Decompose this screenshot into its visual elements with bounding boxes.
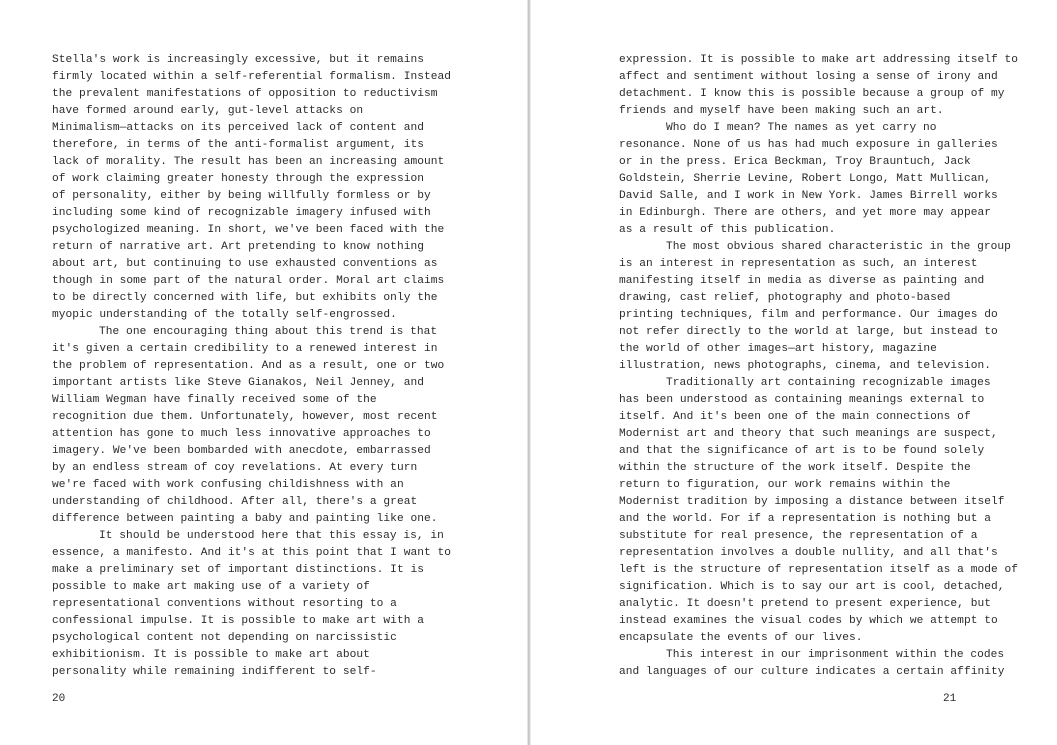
text-line: recognition due them. Unfortunately, however, most recent <box>52 411 438 423</box>
text-line: firmly located within a self-referential formalism. Instead <box>52 71 452 83</box>
text-line: Who do I mean? The names as yet carry no <box>666 122 937 134</box>
text-line: instead examines the visual codes by which we attempt to <box>619 615 998 627</box>
text-line: not refer directly to the world at large, but instead to <box>619 326 998 338</box>
text-line: is an interest in representation as such, an interest <box>619 258 978 270</box>
text-line: therefore, in terms of the anti-formalist argument, its <box>52 139 424 151</box>
text-line: attention has gone to much less innovative approaches to <box>52 428 431 440</box>
text-line: Goldstein, Sherrie Levine, Robert Longo, Matt Mullican, <box>619 173 991 185</box>
text-line: return of narrative art. Art pretending to know nothing <box>52 241 424 253</box>
text-line: we're faced with work confusing childishness with an <box>52 479 404 491</box>
text-line: within the structure of the work itself. Despite the <box>619 462 971 474</box>
text-line: return to figuration, our work remains within the <box>619 479 951 491</box>
text-line: Modernist art and theory that such meanings are suspect, <box>619 428 998 440</box>
text-line: exhibitionism. It is possible to make art about <box>52 649 370 661</box>
text-line: Traditionally art containing recognizable images <box>666 377 991 389</box>
text-line: understanding of childhood. After all, there's a great <box>52 496 418 508</box>
text-line: analytic. It doesn't pretend to present experience, but <box>619 598 991 610</box>
text-line: about art, but continuing to use exhausted conventions as <box>52 258 438 270</box>
text-line: printing techniques, film and performance. Our images do <box>619 309 998 321</box>
text-line: substitute for real presence, the representation of a <box>619 530 978 542</box>
right-page-number: 21 <box>943 693 957 705</box>
text-line: myopic understanding of the totally self-engrossed. <box>52 309 397 321</box>
text-line: William Wegman have finally received some of the <box>52 394 377 406</box>
text-line: and languages of our culture indicates a certain affinity <box>619 666 1005 678</box>
text-line: have formed around early, gut-level attacks on <box>52 105 364 117</box>
text-line: resonance. None of us has had much exposure in galleries <box>619 139 998 151</box>
left-page-number: 20 <box>52 693 66 705</box>
text-line: psychological content not depending on narcissistic <box>52 632 397 644</box>
text-line: manifesting itself in media as diverse as painting and <box>619 275 985 287</box>
right-page-body <box>619 52 1019 681</box>
text-line: encapsulate the events of our lives. <box>619 632 863 644</box>
text-line: essence, a manifesto. And it's at this point that I want to <box>52 547 452 559</box>
text-line: it's given a certain credibility to a renewed interest in <box>52 343 438 355</box>
text-line: itself. And it's been one of the main connections of <box>619 411 971 423</box>
text-line: to be directly concerned with life, but exhibits only the <box>52 292 438 304</box>
text-line: and that the significance of art is to be found solely <box>619 445 985 457</box>
text-line: drawing, cast relief, photography and photo-based <box>619 292 951 304</box>
text-line: of work claiming greater honesty through the expression <box>52 173 424 185</box>
text-line: Modernist tradition by imposing a distance between itself <box>619 496 1005 508</box>
text-line: confessional impulse. It is possible to make art with a <box>52 615 424 627</box>
text-line: possible to make art making use of a variety of <box>52 581 370 593</box>
text-line: expression. It is possible to make art addressing itself to <box>619 54 1019 66</box>
text-line: in Edinburgh. There are others, and yet more may appear <box>619 207 991 219</box>
left-page-body <box>52 52 452 681</box>
text-line: important artists like Steve Gianakos, Neil Jenney, and <box>52 377 424 389</box>
right-page <box>531 0 1057 745</box>
text-line: left is the structure of representation itself as a mode of <box>619 564 1019 576</box>
text-line: difference between painting a baby and painting like one. <box>52 513 438 525</box>
text-line: or in the press. Erica Beckman, Troy Brauntuch, Jack <box>619 156 971 168</box>
text-line: Stella's work is increasingly excessive, but it remains <box>52 54 424 66</box>
text-line: affect and sentiment without losing a sense of irony and <box>619 71 998 83</box>
text-line: lack of morality. The result has been an increasing amount <box>52 156 445 168</box>
text-line: has been understood as containing meanings external to <box>619 394 985 406</box>
text-line: of personality, either by being willfully formless or by <box>52 190 431 202</box>
text-line: friends and myself have been making such an art. <box>619 105 944 117</box>
text-line: the problem of representation. And as a result, one or two <box>52 360 445 372</box>
text-line: It should be understood here that this essay is, in <box>99 530 444 542</box>
text-line: Minimalism—attacks on its perceived lack of content and <box>52 122 424 134</box>
left-page <box>0 0 528 745</box>
text-line: and the world. For if a representation is nothing but a <box>619 513 991 525</box>
text-line: personality while remaining indifferent to self- <box>52 666 377 678</box>
text-line: detachment. I know this is possible because a group of my <box>619 88 1005 100</box>
text-line: imagery. We've been bombarded with anecdote, embarrassed <box>52 445 431 457</box>
text-line: including some kind of recognizable imagery infused with <box>52 207 431 219</box>
text-line: the world of other images—art history, magazine <box>619 343 937 355</box>
text-line: by an endless stream of coy revelations. At every turn <box>52 462 418 474</box>
text-line: though in some part of the natural order. Moral art claims <box>52 275 445 287</box>
text-line: as a result of this publication. <box>619 224 836 236</box>
text-line: the prevalent manifestations of opposition to reductivism <box>52 88 438 100</box>
text-line: psychologized meaning. In short, we've been faced with the <box>52 224 445 236</box>
text-line: This interest in our imprisonment within the codes <box>666 649 1005 661</box>
text-line: The one encouraging thing about this trend is that <box>99 326 438 338</box>
text-line: make a preliminary set of important distinctions. It is <box>52 564 424 576</box>
text-line: representational conventions without resorting to a <box>52 598 397 610</box>
text-line: The most obvious shared characteristic in the group <box>666 241 1011 253</box>
text-line: signification. Which is to say our art is cool, detached, <box>619 581 1005 593</box>
text-line: representation involves a double nullity, and all that's <box>619 547 998 559</box>
text-line: David Salle, and I work in New York. James Birrell works <box>619 190 998 202</box>
text-line: illustration, news photographs, cinema, and television. <box>619 360 991 372</box>
